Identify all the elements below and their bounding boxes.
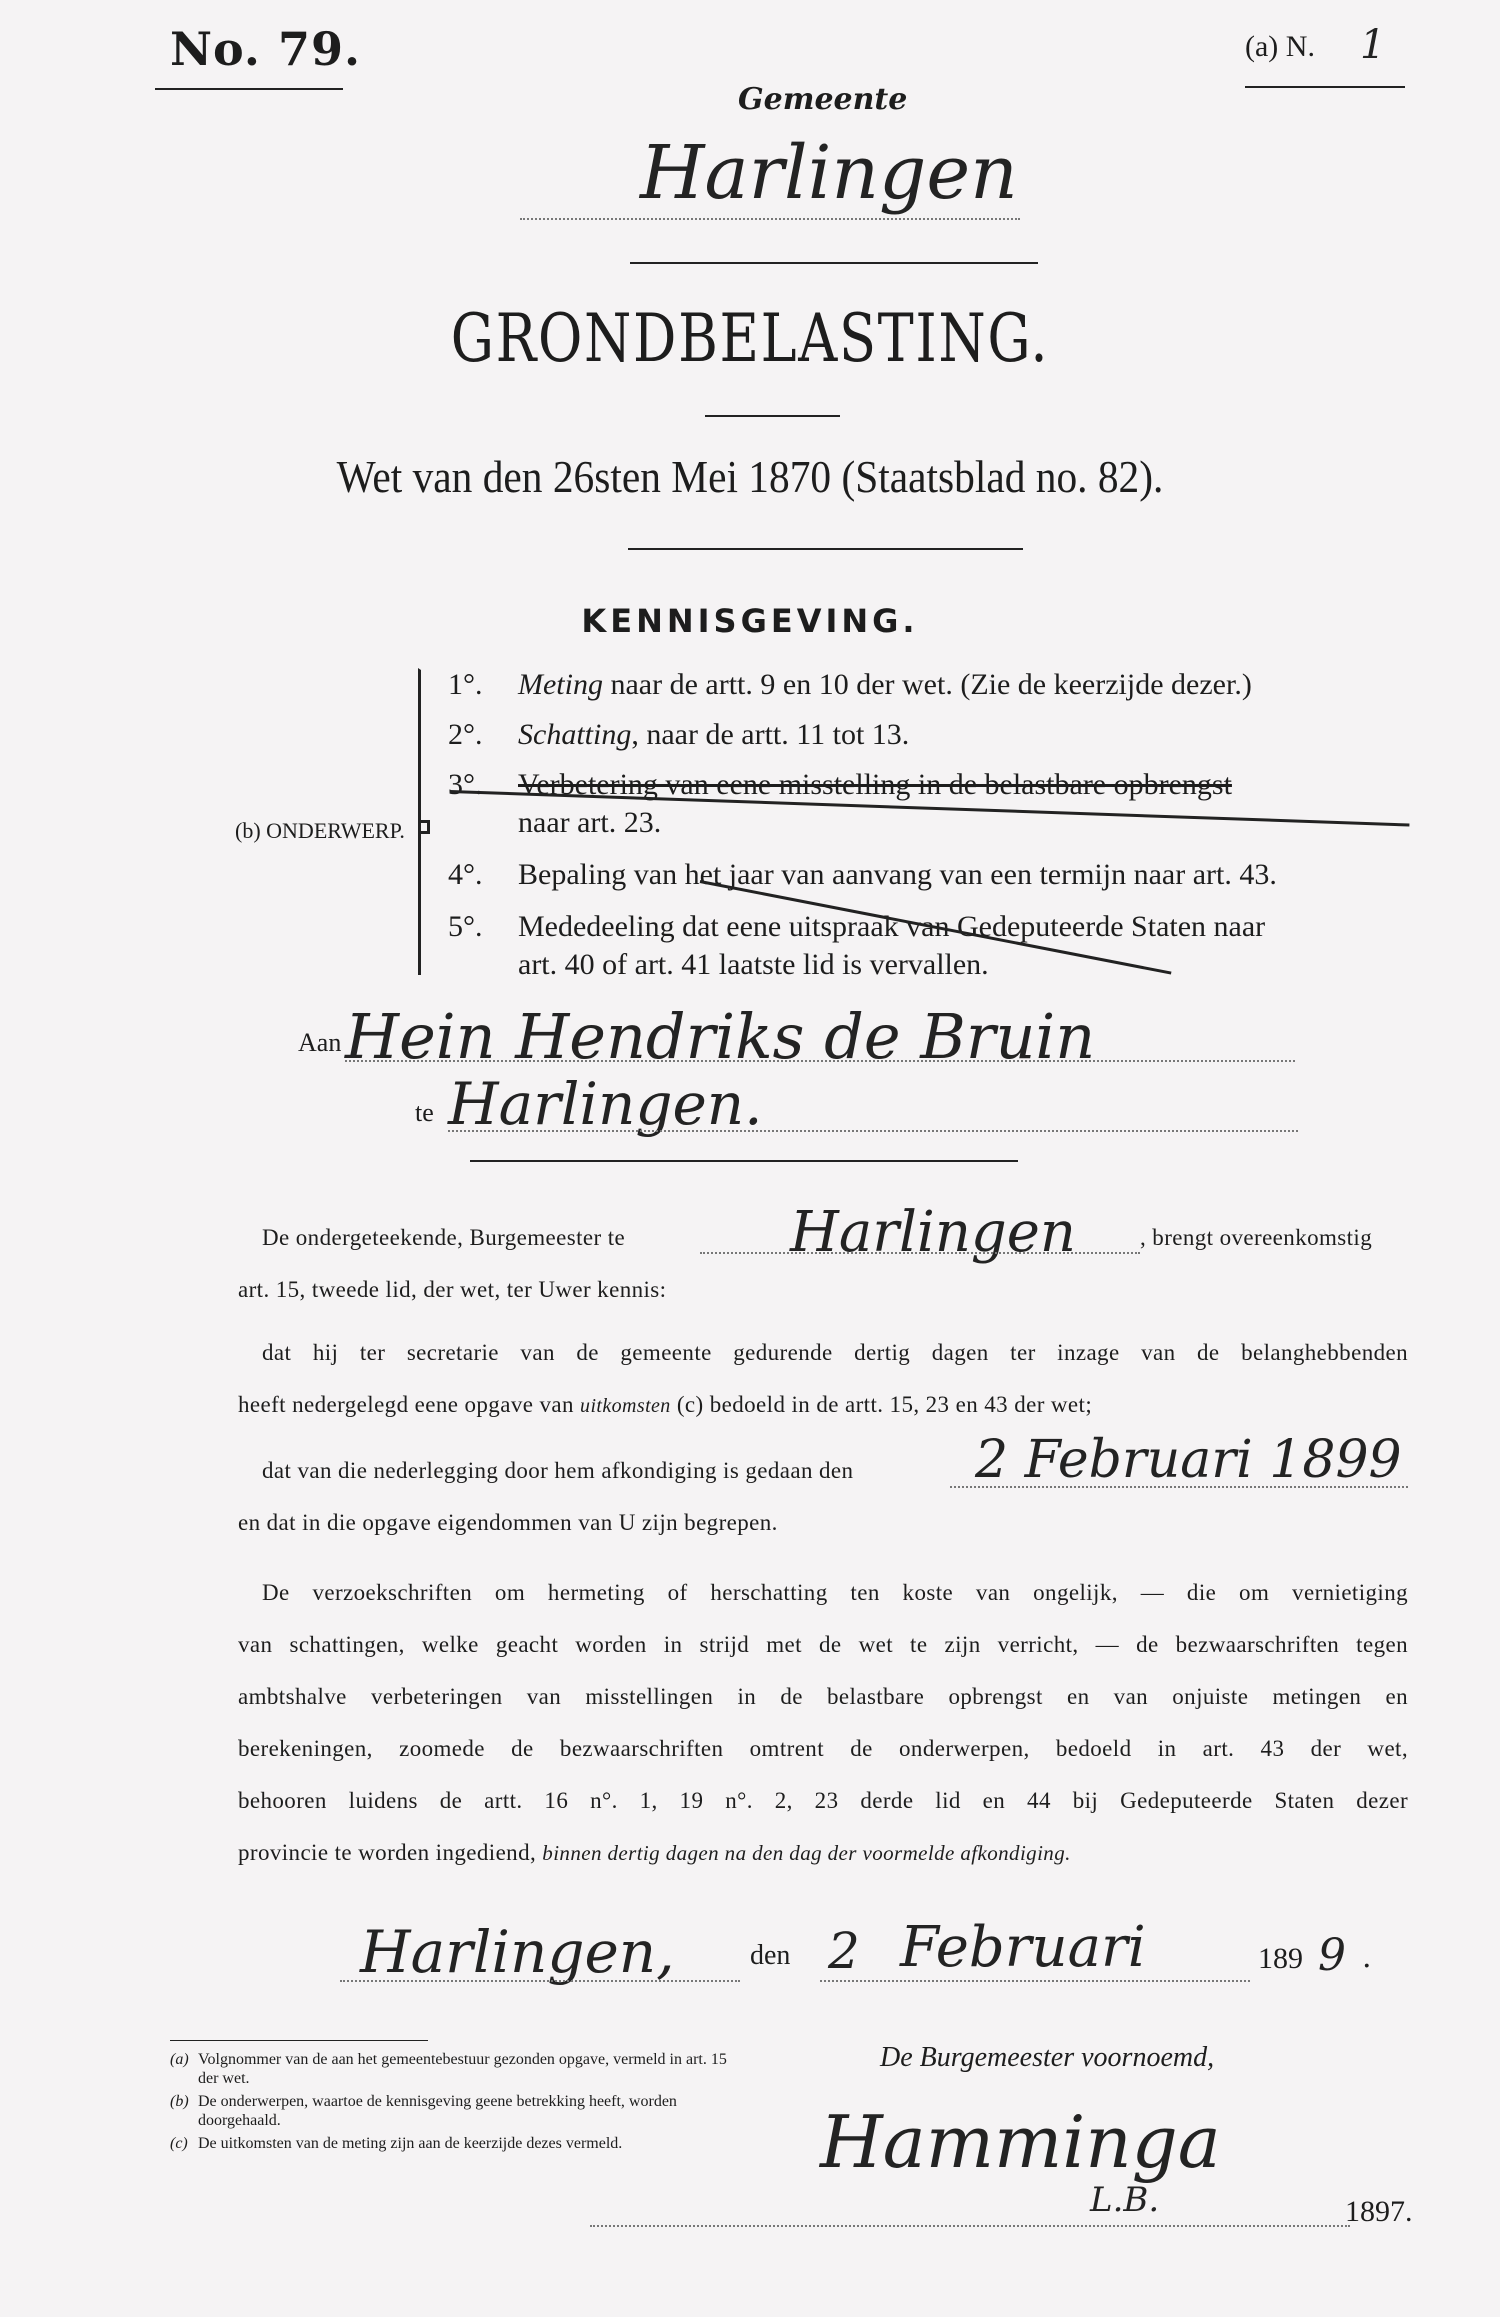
body-para1-line1: dat hij ter secretarie van de gemeente gedurende dertig dagen ter inzage van de belanghebbenden [262, 1340, 1408, 1365]
subject-item-1: 1°. Meting naar de artt. 9 en 10 der wet. (Zie de keerzijde dezer.) [448, 668, 1252, 701]
signature-dotline [590, 2225, 1350, 2227]
signature-name: Hamminga [820, 2100, 1221, 2184]
footnote-a: (a) Volgnommer van de aan het gemeentebestuur gezonden opgave, vermeld in art. 15 der wet. [170, 2051, 727, 2087]
footnote-rule [170, 2040, 428, 2041]
document-title: GRONDBELASTING. [450, 300, 1050, 377]
notice-heading: KENNISGEVING. [581, 602, 919, 640]
dateline-place-dotline [340, 1980, 740, 1982]
footnote-b: (b) De onderwerpen, waartoe de kennisgeving geene betrekking heeft, worden doorgehaald. [170, 2093, 677, 2129]
subject-brace [418, 668, 435, 975]
dateline-place: Harlingen, [360, 1918, 675, 1986]
to-dotline [345, 1060, 1295, 1062]
body-para3-line3: ambtshalve verbeteringen van misstellingen in de belastbare opbrengst en van onjuiste metingen en [238, 1684, 1408, 1709]
a-value: 1 [1360, 22, 1386, 68]
footnote-c: (c) De uitkomsten van de meting zijn aan de keerzijde dezes vermeld. [170, 2135, 623, 2152]
to-label: Aan [298, 1028, 342, 1057]
title-rule [705, 415, 840, 417]
signature-year: 1897. [1345, 2195, 1413, 2228]
dateline-den: den [750, 1940, 791, 1971]
dateline-month: Februari [900, 1915, 1146, 1980]
signature-initials: L.B. [1090, 2180, 1160, 2220]
gemeente-label: Gemeente [738, 82, 908, 117]
subject-item-2: 2°. Schatting, naar de artt. 11 tot 13. [448, 718, 910, 751]
body-para3-line6: provincie te worden ingediend, binnen dertig dagen na den dag der voormelde afkondiging. [238, 1840, 1071, 1865]
body-para2-line1: dat van die nederlegging door hem afkondiging is gedaan den [262, 1458, 854, 1483]
body-para3-line5: behooren luidens de artt. 16 n°. 1, 19 n°. 2, 23 derde lid en 44 bij Gedeputeerde Staten dezer [238, 1788, 1408, 1813]
subject-item-3-cont: naar art. 23. [518, 806, 662, 839]
form-number: No. 79. [170, 22, 361, 76]
dateline-year-hand: 9 [1318, 1930, 1346, 1981]
dateline-dot: . [1362, 1940, 1372, 1975]
gemeente-dotline [520, 218, 1020, 220]
body-date: 2 Februari 1899 [975, 1430, 1402, 1490]
law-reference: Wet van den 26sten Mei 1870 (Staatsblad no. 82). [336, 451, 1164, 502]
place-value: Harlingen. [448, 1070, 763, 1138]
subject-item-4: 4°. Bepaling van het jaar van aanvang van een termijn naar art. 43. [448, 858, 1277, 891]
subject-label: (b) ONDERWERP. [235, 818, 405, 843]
gemeente-rule [630, 262, 1038, 264]
signature-title: De Burgemeester voornoemd, [880, 2042, 1215, 2073]
place-dotline [448, 1130, 1298, 1132]
place-label: te [415, 1098, 434, 1127]
dateline-day: 2 [828, 1922, 860, 1980]
to-value: Hein Hendriks de Bruin [345, 1000, 1096, 1073]
body-para1-line2: heeft nedergelegd eene opgave van uitkomsten (c) bedoeld in de artt. 15, 23 en 43 der wet; [238, 1392, 1093, 1417]
dateline-year-print: 189 [1258, 1942, 1303, 1975]
body-line-1b: , brengt overeenkomstig [1140, 1225, 1373, 1250]
body-place: Harlingen [790, 1200, 1076, 1265]
body-place-dotline [700, 1252, 1140, 1254]
body-date-dotline [950, 1486, 1408, 1488]
body-para3-line1: De verzoekschriften om hermeting of herschatting ten koste van ongelijk, — die om vernietiging [262, 1580, 1408, 1605]
dateline-month-dotline [820, 1980, 1250, 1982]
body-para3-line4: berekeningen, zoomede de bezwaarschriften omtrent de onderwerpen, bedoeld in art. 43 der wet, [238, 1736, 1408, 1761]
body-para2-line2: en dat in die opgave eigendommen van U zijn begrepen. [238, 1510, 778, 1535]
body-para3-line2: van schattingen, welke geacht worden in strijd met de wet te zijn verricht, — de bezwaarschriften tegen [238, 1632, 1408, 1657]
subject-item-5-cont: art. 40 of art. 41 laatste lid is vervallen. [518, 948, 989, 981]
subject-item-3: 3°. Verbetering van eene misstelling in de belastbare opbrengst [448, 768, 1232, 801]
law-rule [628, 548, 1023, 550]
body-line-2: art. 15, tweede lid, der wet, ter Uwer kennis: [238, 1277, 667, 1302]
a-label: (a) N. [1245, 30, 1315, 63]
addressee-rule [470, 1160, 1018, 1162]
subject-item-5: 5°. Mededeeling dat eene uitspraak van Gedeputeerde Staten naar [448, 910, 1266, 943]
gemeente-value: Harlingen [640, 130, 1018, 216]
body-line-1a: De ondergeteekende, Burgemeester te [262, 1225, 626, 1250]
a-rule [1245, 86, 1405, 88]
form-number-rule [155, 88, 343, 90]
